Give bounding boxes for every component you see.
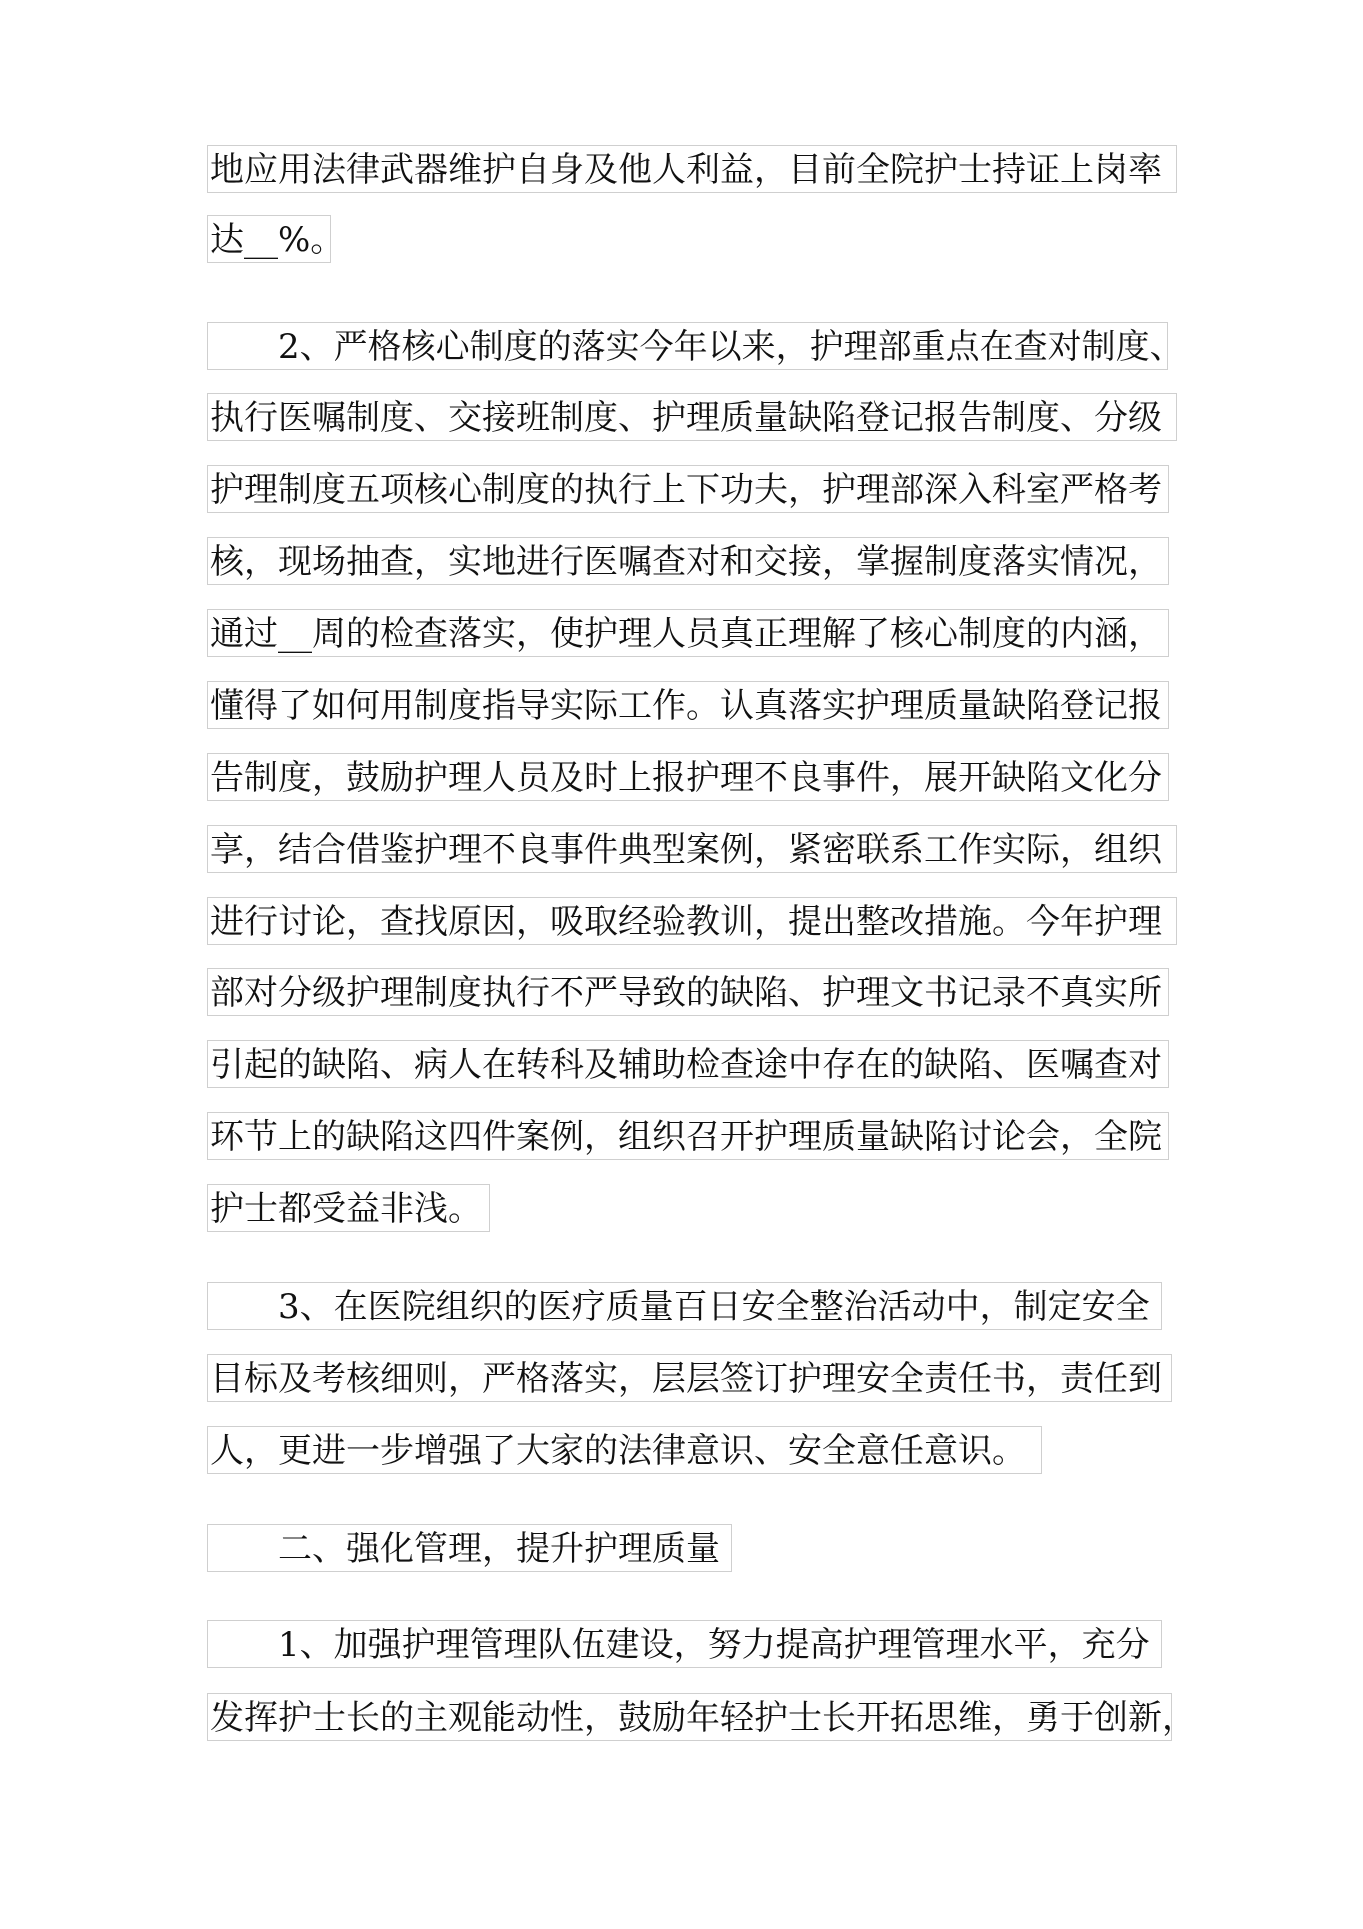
section-heading: 二、强化管理，提升护理质量 [207,1524,732,1572]
text-line: 护士都受益非浅。 [207,1184,490,1232]
text-line: 享，结合借鉴护理不良事件典型案例，紧密联系工作实际，组织 [207,825,1177,873]
text-line: 执行医嘱制度、交接班制度、护理质量缺陷登记报告制度、分级 [207,393,1177,441]
text-line: 告制度，鼓励护理人员及时上报护理不良事件，展开缺陷文化分 [207,753,1169,801]
text-line: 目标及考核细则，严格落实，层层签订护理安全责任书，责任到 [207,1354,1172,1402]
text-line: 环节上的缺陷这四件案例，组织召开护理质量缺陷讨论会，全院 [207,1112,1169,1160]
text-line: 懂得了如何用制度指导实际工作。认真落实护理质量缺陷登记报 [207,681,1169,729]
text-line: 达__%。 [207,215,331,263]
text-line: 2、严格核心制度的落实今年以来，护理部重点在查对制度、 [207,322,1168,370]
text-line: 人，更进一步增强了大家的法律意识、安全意任意识。 [207,1426,1042,1474]
text-line: 护理制度五项核心制度的执行上下功夫，护理部深入科室严格考 [207,465,1169,513]
text-line: 1、加强护理管理队伍建设，努力提高护理管理水平，充分 [207,1620,1162,1668]
text-line: 核，现场抽查，实地进行医嘱查对和交接，掌握制度落实情况， [207,537,1169,585]
text-line: 地应用法律武器维护自身及他人利益，目前全院护士持证上岗率 [207,145,1177,193]
text-line: 进行讨论，查找原因，吸取经验教训，提出整改措施。今年护理 [207,897,1177,945]
text-line: 发挥护士长的主观能动性，鼓励年轻护士长开拓思维，勇于创新， [207,1693,1172,1741]
text-line: 引起的缺陷、病人在转科及辅助检查途中存在的缺陷、医嘱查对 [207,1040,1169,1088]
text-line: 通过__周的检查落实，使护理人员真正理解了核心制度的内涵， [207,609,1169,657]
text-line: 3、在医院组织的医疗质量百日安全整治活动中，制定安全 [207,1282,1162,1330]
text-line: 部对分级护理制度执行不严导致的缺陷、护理文书记录不真实所 [207,968,1169,1016]
